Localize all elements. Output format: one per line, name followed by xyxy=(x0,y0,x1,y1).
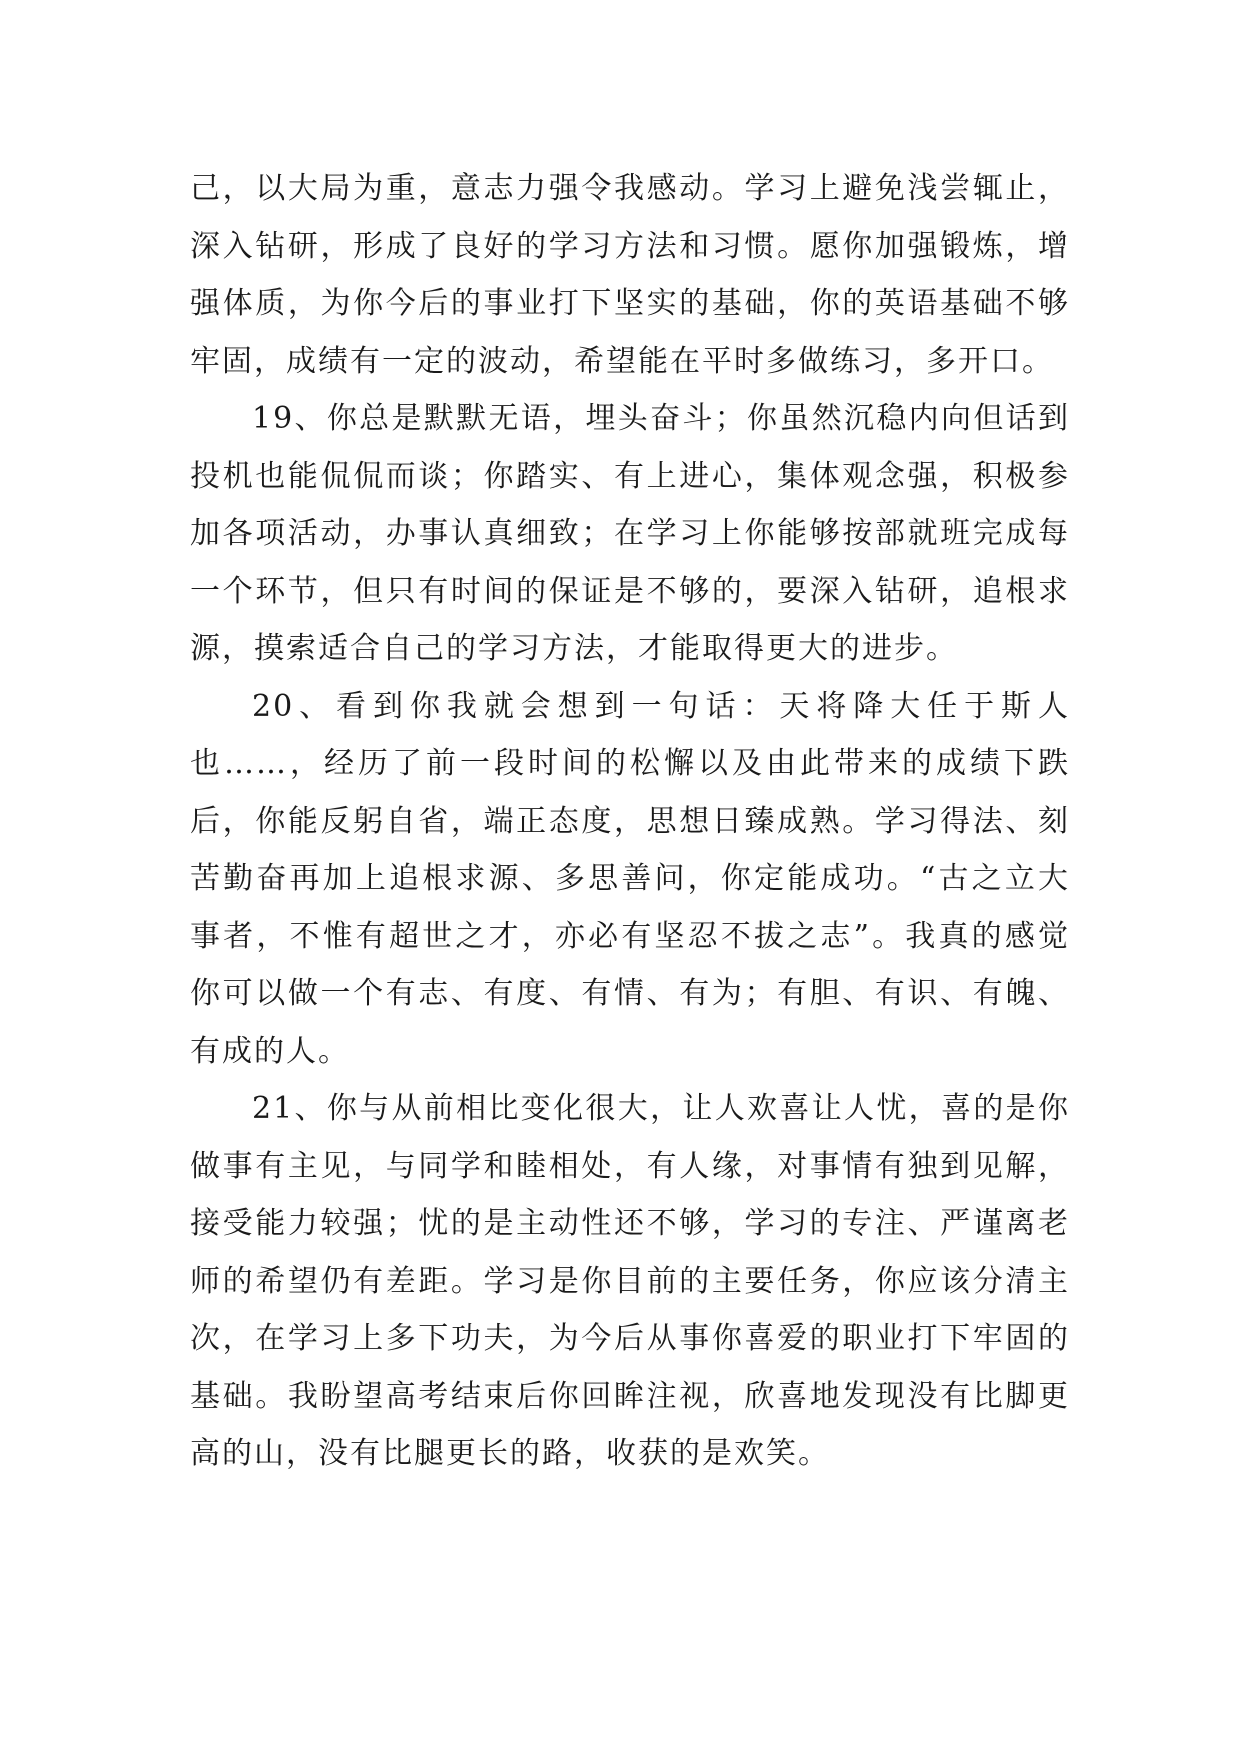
paragraph-continuation: 己，以大局为重，意志力强令我感动。学习上避免浅尝辄止，深入钻研，形成了良好的学习方法和习惯。愿你加强锻炼，增强体质，为你今后的事业打下坚实的基础，你的英语基础不够牢固，成绩有一定的波动，希望能在平时多做练习，多开口。 xyxy=(190,171,1070,379)
paragraph-comment-21: 21、你与从前相比变化很大，让人欢喜让人忧，喜的是你做事有主见，与同学和睦相处，有人缘，对事情有独到见解，接受能力较强；忧的是主动性还不够，学习的专注、严谨离老师的希望仍有差距。学习是你目前的主要任务，你应该分清主次，在学习上多下功夫，为今后从事你喜爱的职业打下牢固的基础。我盼望高考结束后你回眸注视，欣喜地发现没有比脚更高的山，没有比腿更长的路，收获的是欢笑。 xyxy=(190,1091,1070,1471)
paragraph-comment-20: 20、看到你我就会想到一句话：天将降大任于斯人也……，经历了前一段时间的松懈以及由此带来的成绩下跌后，你能反躬自省，端正态度，思想日臻成熟。学习得法、刻苦勤奋再加上追根求源、多思善问，你定能成功。“古之立大事者，不惟有超世之才，亦必有坚忍不拔之志”。我真的感觉你可以做一个有志、有度、有情、有为；有胆、有识、有魄、有成的人。 xyxy=(190,688,1070,1069)
paragraph-comment-19: 19、你总是默默无语，埋头奋斗；你虽然沉稳内向但话到投机也能侃侃而谈；你踏实、有上进心，集体观念强，积极参加各项活动，办事认真细致；在学习上你能够按部就班完成每一个环节，但只有时间的保证是不够的，要深入钻研，追根求源，摸索适合自己的学习方法，才能取得更大的进步。 xyxy=(190,401,1070,666)
document-body xyxy=(190,160,1070,1483)
